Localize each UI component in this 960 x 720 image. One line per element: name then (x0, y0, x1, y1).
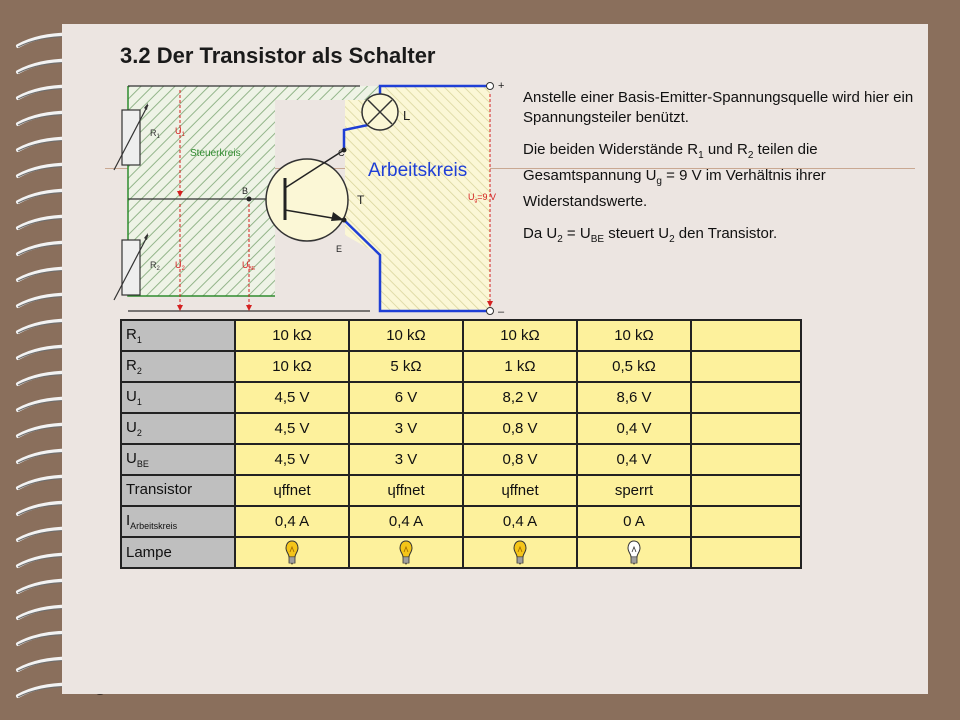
table-cell: 0,8 V (463, 444, 577, 475)
svg-text:B: B (242, 186, 249, 196)
table-row (121, 475, 801, 506)
svg-text:Ug=9 V: $U_g=9$ V (468, 192, 497, 204)
table-cell: 4,5 V (235, 413, 349, 444)
row-header: Lampe (121, 537, 235, 568)
table-cell: 0,8 V (463, 413, 577, 444)
table-cell (577, 537, 691, 568)
svg-text:+: + (498, 80, 505, 92)
lit-bulb-icon (285, 540, 299, 566)
table-row (121, 382, 801, 413)
svg-text:U1: $U_1$ (175, 126, 185, 138)
row-header: $U_{BE}$ (121, 444, 235, 475)
table-cell (235, 537, 349, 568)
table-cell: 4,5 V (235, 444, 349, 475)
table-row (121, 320, 801, 351)
svg-text:R1: $R_1$ (150, 128, 160, 140)
table-cell: ɥffnet (463, 475, 577, 506)
table-cell: 0,4 A (235, 506, 349, 537)
table-cell: 10 kΩ (235, 320, 349, 351)
paragraph-3: Da $U_2 = U_{BE}$ steuert $U_2$ den Transistor. (523, 225, 778, 245)
table-cell: 8,2 V (463, 382, 577, 413)
table-cell (691, 444, 801, 475)
table-cell: 0,5 kΩ (577, 351, 691, 382)
table-cell: 10 kΩ (463, 320, 577, 351)
transistor-symbol (266, 159, 348, 241)
row-header: $I_{Arbeitskreis}$ (121, 506, 235, 537)
table-row (121, 413, 801, 444)
row-header: $R_1$ (121, 320, 235, 351)
table-cell (691, 320, 801, 351)
table-cell (691, 413, 801, 444)
page-title: 3.2 Der Transistor als Schalter (120, 43, 436, 68)
lit-bulb-icon (399, 540, 413, 566)
row-header: $R_2$ (121, 351, 235, 382)
table-cell: 0,4 V (577, 413, 691, 444)
table-cell (463, 537, 577, 568)
values-table (120, 319, 802, 569)
table-row (121, 506, 801, 537)
table-cell: 3 V (349, 444, 463, 475)
paragraph-2: Die beiden Widerstände $R_1$ und $R_2$ teilen die Gesamtspannung $U_g = 9$ V im Verhältnis ihrer Widerstandswerte. (523, 141, 826, 210)
table-cell: ɥffnet (235, 475, 349, 506)
paragraph-1: Anstelle einer Basis-Emitter-Spannungsquelle wird hier ein Spannungsteiler benützt. (523, 89, 914, 126)
table-row-lamp (121, 537, 801, 568)
circuit-diagram (100, 70, 520, 320)
table-cell (349, 537, 463, 568)
svg-text:T: T (357, 193, 365, 207)
table-cell: 6 V (349, 382, 463, 413)
table-cell (691, 506, 801, 537)
table-row (121, 351, 801, 382)
table-cell (691, 351, 801, 382)
unlit-bulb-icon (627, 540, 641, 566)
explanation-text (523, 88, 918, 262)
arbeitskreis-label: Arbeitskreis (368, 160, 468, 181)
table-row (121, 444, 801, 475)
table-cell: 0,4 V (577, 444, 691, 475)
table-cell: 1 kΩ (463, 351, 577, 382)
svg-text:E: E (336, 244, 343, 254)
lit-bulb-icon (513, 540, 527, 566)
table-cell (691, 537, 801, 568)
table-cell: 0,4 A (463, 506, 577, 537)
table-cell: 10 kΩ (235, 351, 349, 382)
table-cell: 4,5 V (235, 382, 349, 413)
svg-text:U2: $U_2$ (175, 260, 185, 272)
table-cell: 5 kΩ (349, 351, 463, 382)
table-cell: 10 kΩ (577, 320, 691, 351)
svg-text:–: – (498, 306, 505, 318)
svg-text:L: L (403, 108, 411, 123)
table-cell: 8,6 V (577, 382, 691, 413)
svg-text:R2: $R_2$ (150, 260, 160, 272)
row-header: Transistor (121, 475, 235, 506)
table-cell: 0,4 A (349, 506, 463, 537)
steuerkreis-label: Steuerkreis (190, 148, 241, 159)
table-cell: ɥffnet (349, 475, 463, 506)
table-cell: 3 V (349, 413, 463, 444)
row-header: $U_1$ (121, 382, 235, 413)
table-cell (691, 382, 801, 413)
row-header: $U_2$ (121, 413, 235, 444)
svg-text:C: C (338, 148, 345, 158)
table-cell: sperrt (577, 475, 691, 506)
svg-text:UBE: $U_{BE}$ (242, 260, 256, 272)
table-cell: 10 kΩ (349, 320, 463, 351)
table-cell: 0 A (577, 506, 691, 537)
table-cell (691, 475, 801, 506)
